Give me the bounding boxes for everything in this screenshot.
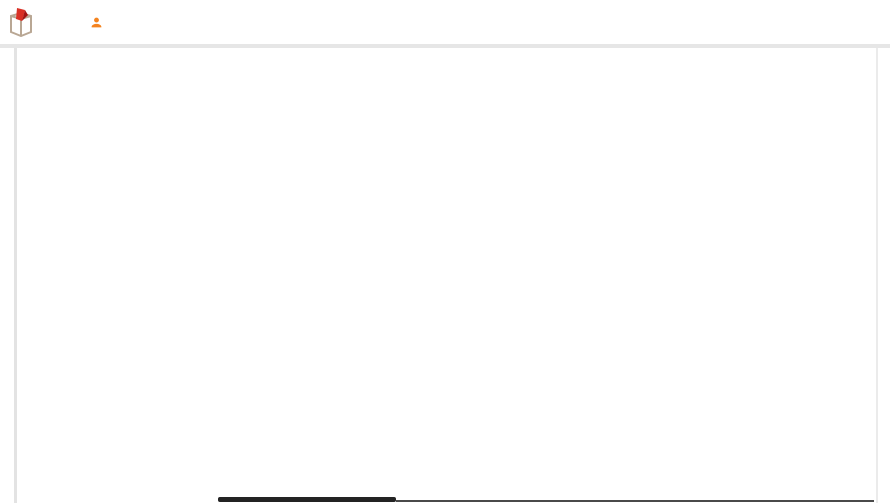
horizontal-scrollbar-thumb[interactable]	[218, 497, 396, 502]
bawaslu-logo-icon[interactable]	[8, 7, 34, 37]
vertical-scrollbar-track[interactable]	[876, 48, 878, 503]
gantt-table	[17, 48, 874, 503]
login-button[interactable]	[90, 16, 107, 29]
top-nav	[0, 0, 890, 44]
horizontal-scrollbar-track[interactable]	[396, 500, 874, 502]
user-icon	[90, 16, 103, 29]
